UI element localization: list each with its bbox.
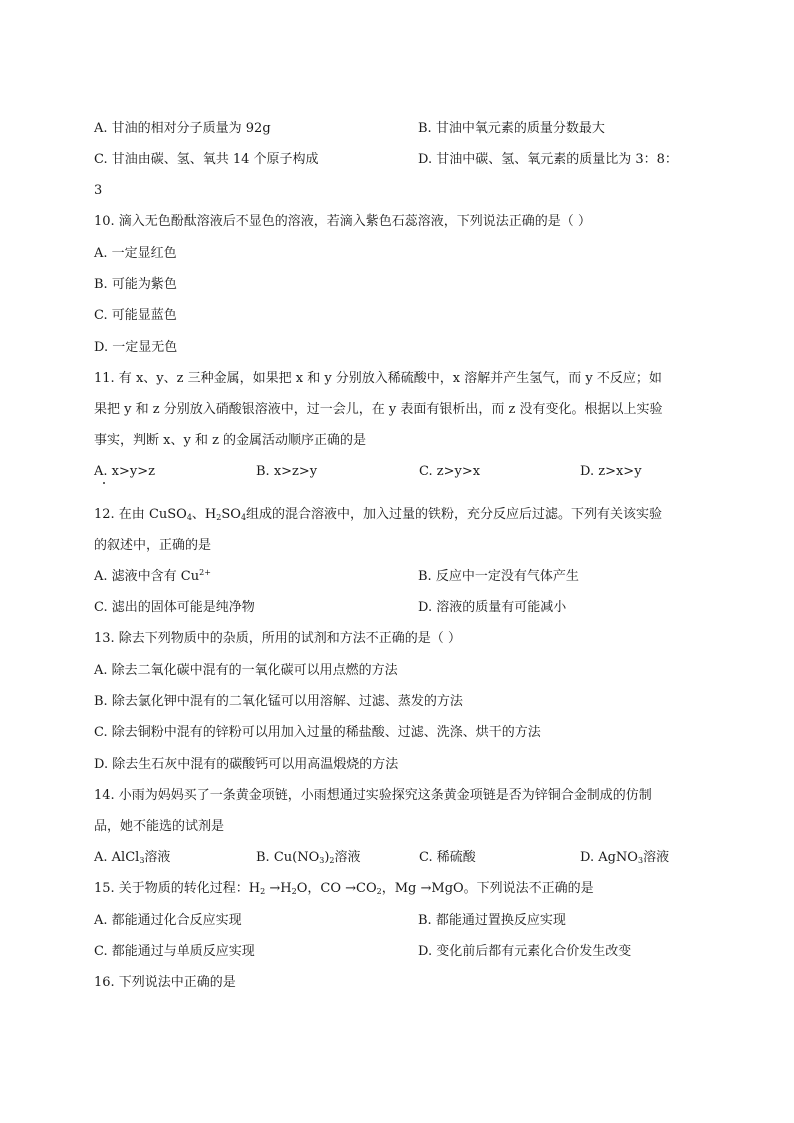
q13-option-a: A. 除去二氧化碳中混有的一氧化碳可以用点燃的方法 [94,663,398,678]
q12-stem-text: 组成的混合溶液中，加入过量的铁粉，充分反应后过滤。下列有关该实验 [246,507,663,522]
q15-stem [94,880,594,898]
q15-subscript: 2 [376,887,382,896]
q14-subscript: 3 [319,856,325,865]
q14-option-a-text: A. AlCl [94,850,140,865]
q15-option-c: C. 都能通过与单质反应实现 [94,944,255,959]
q9-option-b: B. 甘油中氧元素的质量分数最大 [418,121,605,136]
q10-option-d: D. 一定显无色 [94,340,178,355]
q14-option-d-text: D. AgNO [580,850,638,865]
q11-stem-line-3: 事实，判断 x、y 和 z 的金属活动顺序正确的是 [94,433,367,448]
q11-option-a: A. x>y>z [94,464,155,479]
q14-option-d-text: 溶液 [643,850,670,865]
q9-option-a: A. 甘油的相对分子质量为 92g [94,121,271,136]
q9-option-c: C. 甘油由碳、氢、氧共 14 个原子构成 [94,152,319,167]
q15-stem-text: →H [265,881,292,896]
q15-subscript: 2 [260,887,266,896]
q12-subscript: 2 [216,513,222,522]
q12-stem-line-2: 的叙述中，正确的是 [94,538,212,553]
q15-stem-text: ，Mg →MgO。下列说法不正确的是 [381,881,594,896]
q10-option-c: C. 可能显蓝色 [94,308,177,323]
q12-stem-text: 、H [191,507,217,522]
q14-subscript: 2 [329,856,335,865]
q15-option-b: B. 都能通过置换反应实现 [418,913,566,928]
q12-option-b: B. 反应中一定没有气体产生 [418,569,579,584]
q11-stem-line-1: 11. 有 x、y、z 三种金属，如果把 x 和 y 分别放入稀硫酸中，x 溶解并产生氢气，而 y 不反应；如 [94,371,662,386]
q12-stem-line-1 [94,506,662,524]
q12-subscript: 4 [240,513,247,522]
q15-option-a: A. 都能通过化合反应实现 [94,913,242,928]
q14-option-b-text: 溶液 [334,850,361,865]
q15-subscript: 2 [291,887,297,896]
q12-option-a-text: A. 滤液中含有 Cu [94,569,200,584]
q14-option-c: C. 稀硫酸 [419,850,476,865]
q11-option-d: D. z>x>y [580,464,642,479]
q14-stem-line-1: 14. 小雨为妈妈买了一条黄金项链，小雨想通过实验探究这条黄金项链是否为锌铜合金制成的仿制 [94,788,652,803]
q13-option-d: D. 除去生石灰中混有的碳酸钙可以用高温煅烧的方法 [94,757,399,772]
q12-stem-text: 12. 在由 CuSO [94,507,187,522]
q10-stem: 10. 滴入无色酚酞溶液后不显色的溶液，若滴入紫色石蕊溶液，下列说法正确的是（ ） [94,214,591,229]
q14-stem-line-2: 品，她不能选的试剂是 [94,819,225,834]
q15-stem-text: 15. 关于物质的转化过程：H [94,881,261,896]
q14-option-b-text: ) [324,850,330,865]
q9-option-d-continued: 3 [94,183,103,198]
q14-option-b [256,849,361,867]
q14-subscript: 3 [139,856,145,865]
q12-superscript: 2+ [199,568,211,577]
q13-option-c: C. 除去铜粉中混有的锌粉可以用加入过量的稀盐酸、过滤、洗涤、烘干的方法 [94,725,541,740]
q12-option-c: C. 滤出的固体可能是纯净物 [94,600,255,615]
q12-stem-text: SO [221,507,241,522]
q14-option-a-text: 溶液 [144,850,171,865]
q16-stem: 16. 下列说法中正确的是 [94,975,236,990]
q14-option-d [580,849,669,867]
q11-stem-line-2: 果把 y 和 z 分别放入硝酸银溶液中，过一会儿，在 y 表面有银析出，而 z 没有变化。根据以上实验 [94,402,663,417]
q10-option-b: B. 可能为紫色 [94,277,177,292]
q14-subscript: 3 [637,856,644,865]
q11-option-c: C. z>y>x [419,464,481,479]
q14-option-b-text: B. Cu(NO [256,850,320,865]
q14-option-a [94,849,170,867]
q9-option-d: D. 甘油中碳、氢、氧元素的质量比为 3：8： [418,152,678,167]
q12-option-d: D. 溶液的质量有可能减小 [418,600,567,615]
q15-stem-text: O，CO →CO [296,881,377,896]
q15-option-d: D. 变化前后都有元素化合价发生改变 [418,944,632,959]
stray-dot-mark [103,482,105,484]
q10-option-a: A. 一定显红色 [94,246,177,261]
q13-option-b: B. 除去氯化钾中混有的二氧化锰可以用溶解、过滤、蒸发的方法 [94,694,463,709]
q12-option-a [94,568,211,586]
q11-option-b: B. x>z>y [256,464,318,479]
q13-stem: 13. 除去下列物质中的杂质，所用的试剂和方法不正确的是（ ） [94,631,461,646]
q12-subscript: 4 [186,513,192,522]
